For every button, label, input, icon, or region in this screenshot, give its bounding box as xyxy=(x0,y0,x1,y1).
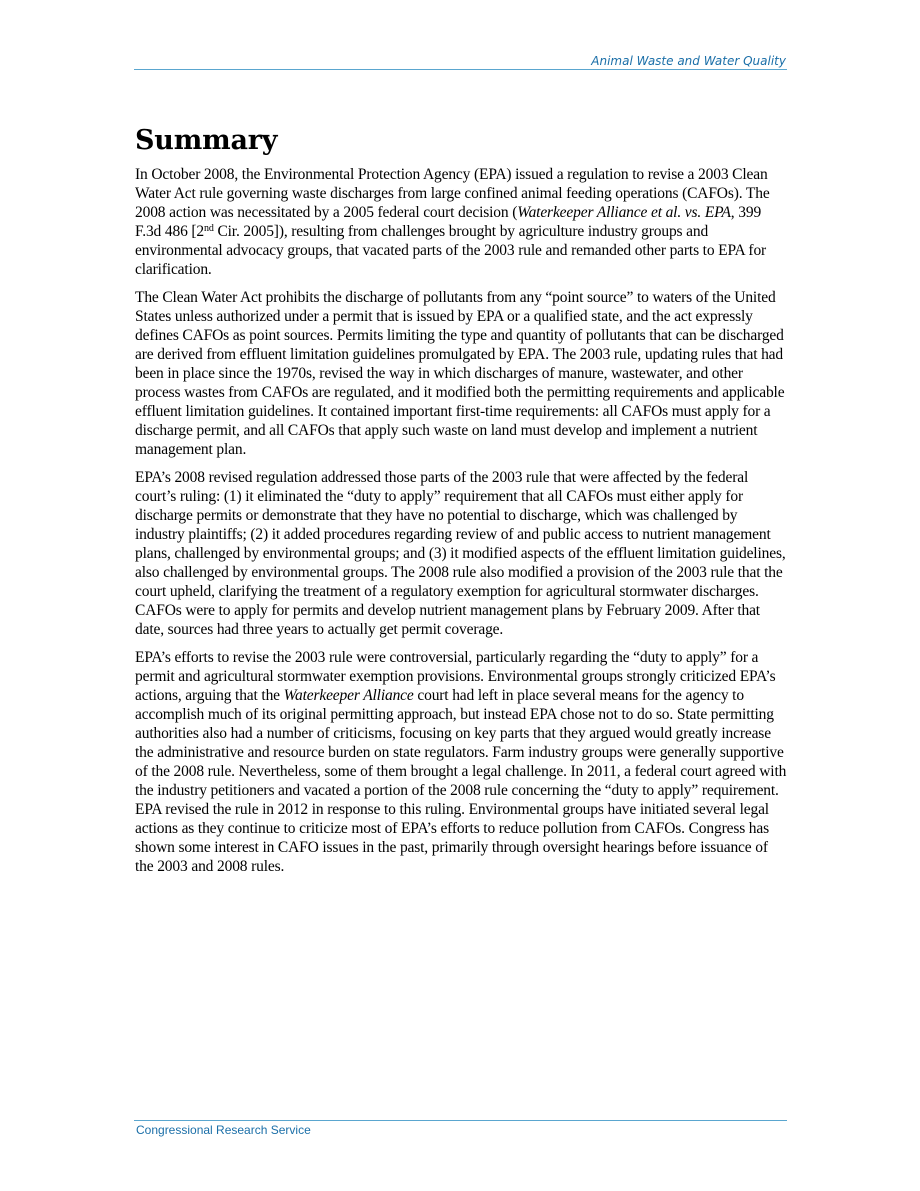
paragraph-2: The Clean Water Act prohibits the discharge of pollutants from any “point source” to waters of the United States unless authorized under a permit that is issued by EPA or a qualified state, and the act expressly defines CAFOs as point sources. Permits limiting the type and quantity of pollutants that can be discharged are derived from effluent limitation guidelines promulgated by EPA. The 2003 rule, updating rules that had been in place since the 1970s, revised the way in which discharges of manure, wastewater, and other process wastes from CAFOs are regulated, and it modified both the permitting requirements and applicable effluent limitation guidelines. It contained important first-time requirements: all CAFOs must apply for a discharge permit, and all CAFOs that apply such waste on land must develop and implement a nutrient management plan. xyxy=(135,289,785,458)
paragraph-3: EPA’s 2008 revised regulation addressed those parts of the 2003 rule that were affected by the federal court’s ruling: (1) it eliminated the “duty to apply” requirement that all CAFOs must either apply for discharge permits or demonstrate that they have no potential to discharge, which was challenged by industry plaintiffs; (2) it added procedures regarding review of and public access to nutrient management plans, challenged by environmental groups; and (3) it modified aspects of the effluent limitation guidelines, also challenged by environmental groups. The 2008 rule also modified a provision of the 2003 rule that the court upheld, clarifying the treatment of a regulatory exemption for agricultural stormwater discharges. CAFOs were to apply for permits and develop nutrient management plans by February 2009. After that date, sources had three years to actually get permit coverage. xyxy=(135,469,786,638)
paragraph-1-text-b: , 399 F.3d 486 [2 xyxy=(135,204,762,240)
ordinal-superscript: nd xyxy=(204,223,214,234)
summary-section xyxy=(135,124,787,885)
paragraph-4 xyxy=(135,648,787,876)
paragraph-1 xyxy=(135,165,787,279)
running-header-title: Animal Waste and Water Quality xyxy=(591,54,786,68)
paragraph-1-text-c: Cir. 2005]), resulting from challenges brought by agriculture industry groups and environmental advocacy groups, that vacated parts of the 2003 rule and remanded other parts to EPA for clarification. xyxy=(135,223,767,278)
header-rule xyxy=(134,69,787,70)
paragraph-4-text-b: court had left in place several means for the agency to accomplish much of its original permitting approach, but instead EPA chose not to do so. State permitting authorities also had a number of criticisms, focusing on key parts that they argued would greatly increase the administrative and resource burden on state regulators. Farm industry groups were generally supportive of the 2008 rule. Nevertheless, some of them brought a legal challenge. In 2011, a federal court agreed with the industry petitioners and vacated a portion of the 2008 rule concerning the “duty to apply” requirement. EPA revised the rule in 2012 in response to this ruling. Environmental groups have initiated several legal actions as they continue to criticize most of EPA’s efforts to reduce pollution from CAFOs. Congress has shown some interest in CAFO issues in the past, primarily through oversight hearings before issuance of the 2003 and 2008 rules. xyxy=(135,687,787,875)
section-heading: Summary xyxy=(135,125,278,156)
footer-rule xyxy=(134,1120,787,1121)
case-citation-italic: Waterkeeper Alliance et al. vs. EPA xyxy=(517,204,731,221)
case-name-italic: Waterkeeper Alliance xyxy=(283,687,414,704)
paragraph-1-text-a: In October 2008, the Environmental Protection Agency (EPA) issued a regulation to revise a 2003 Clean Water Act rule governing waste discharges from large confined animal feeding operations (CAFOs). The 2008 action was necessitated by a 2005 federal court decision ( xyxy=(135,166,770,221)
footer-publisher: Congressional Research Service xyxy=(136,1123,311,1137)
paragraph-4-text-a: EPA’s efforts to revise the 2003 rule were controversial, particularly regarding the “duty to apply” for a permit and agricultural stormwater exemption provisions. Environmental groups strongly criticized EPA’s actions, arguing that the xyxy=(135,649,776,704)
